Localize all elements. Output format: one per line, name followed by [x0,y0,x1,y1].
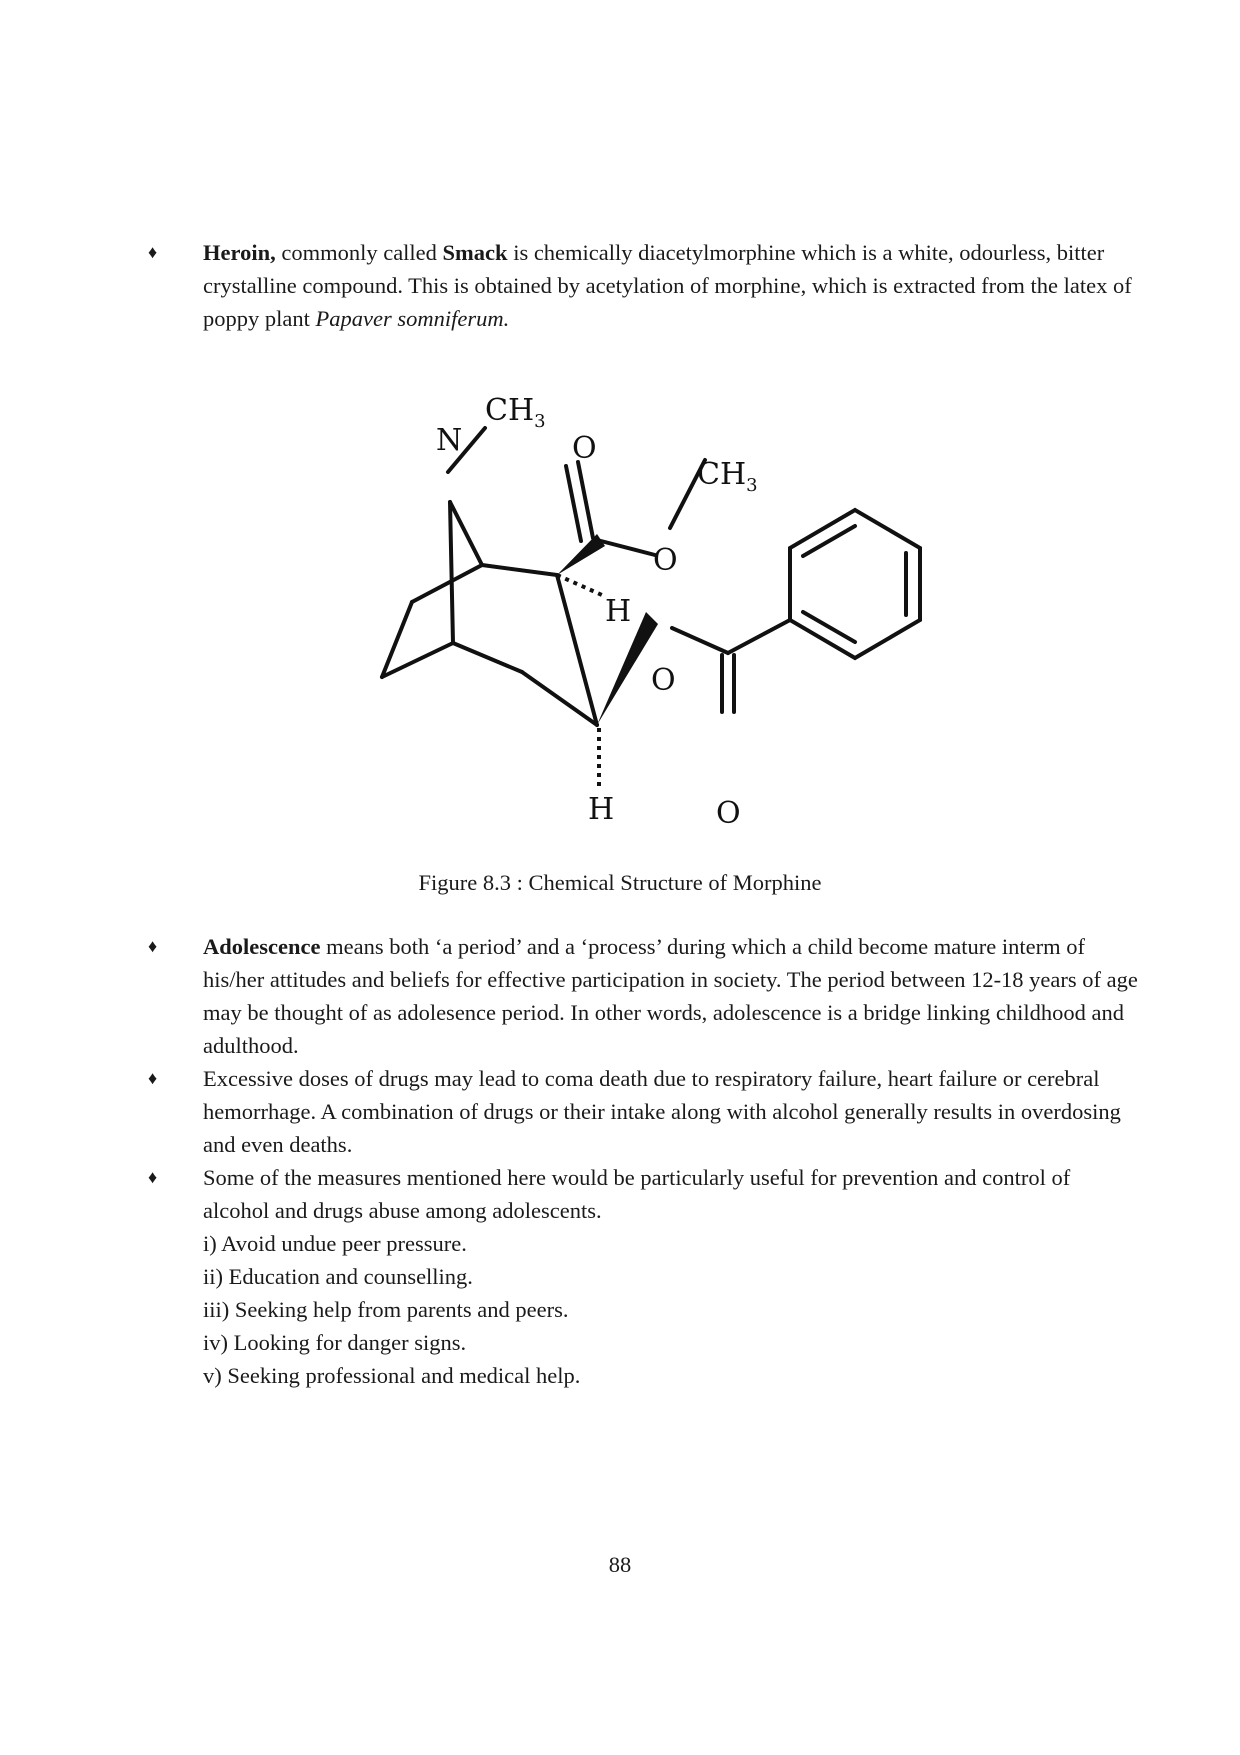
list-item: v) Seeking professional and medical help. [203,1363,581,1388]
bullet-icon: ♦ [148,936,158,956]
bottom-o-label: O [716,796,741,831]
adolescence-term: Adolescence [203,934,321,959]
smack-term: Smack [442,240,508,265]
adolescence-paragraph [203,930,1138,1062]
figure-caption: Figure 8.3 : Chemical Structure of Morphine [418,870,822,895]
species-name: Papaver somniferum. [315,306,510,331]
page-number: 88 [608,1552,632,1577]
list-item: iv) Looking for danger signs. [203,1330,467,1355]
bullet-icon: ♦ [148,1068,158,1088]
h-lower-label: H [588,792,615,827]
heroin-text-2: is chemically diacetylmorphine which is a white, odourless, bitter crystalline compound. This is obtained by acetylation of morphine, which is extracted from the latex of poppy plant [203,240,1132,331]
chemical-structure-figure [350,390,1030,840]
ester-o-label: O [653,543,678,578]
bullet-icon: ♦ [148,242,158,262]
ch3-top-label: $CH_3$ [485,393,546,432]
list-item: iii) Seeking help from parents and peers. [203,1297,569,1322]
h-upper-label: H [605,594,632,629]
bullet-icon: ♦ [148,1167,158,1187]
heroin-term: Heroin, [203,240,276,265]
adolescence-text: means both ‘a period’ and a ‘process’ during which a child become mature interm of his/her attitudes and beliefs for effective participation in society. The period between 12-18 years of age may be thought of as adolesence period. In other words, adolescence is a bridge linking childhood and adulthood. [203,934,1138,1058]
measures-paragraph [203,1161,1138,1392]
n-atom-label: N [436,423,463,458]
doses-paragraph: Excessive doses of drugs may lead to coma death due to respiratory failure, heart failure or cerebral hemorrhage. A combination of drugs or their intake along with alcohol generally results in overdosing and even deaths. [203,1066,1121,1157]
ch3-right-label: $CH_3$ [697,457,758,496]
list-item: i) Avoid undue peer pressure. [203,1231,467,1256]
carbonyl-o-label: O [572,431,597,466]
measures-intro: Some of the measures mentioned here would be particularly useful for prevention and control of alcohol and drugs abuse among adolescents. [203,1165,1071,1223]
heroin-paragraph [203,236,1138,335]
list-item: ii) Education and counselling. [203,1264,473,1289]
benzoate-o-label: O [651,663,676,698]
heroin-text-1: commonly called [275,240,443,265]
